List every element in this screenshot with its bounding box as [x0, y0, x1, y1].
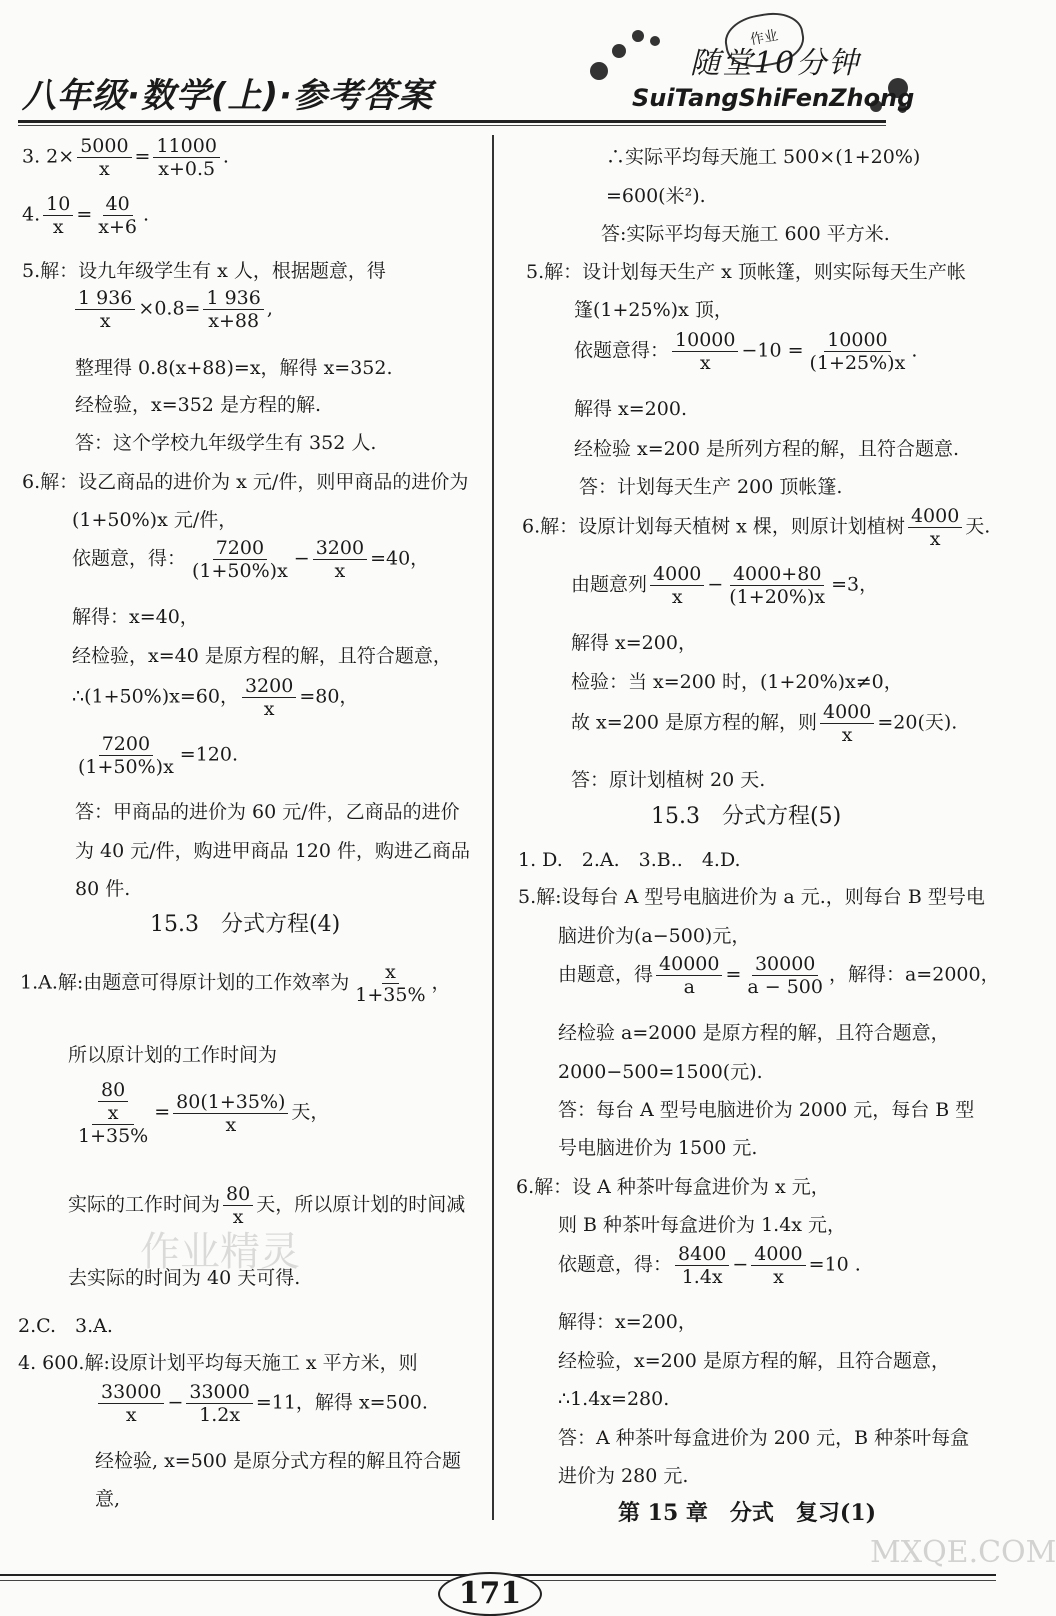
answer-5-line4: 经检验，x=352 是方程的解.: [75, 394, 321, 416]
s5-answer-6-line4: 解得：x=200，: [558, 1311, 697, 1333]
r-answer-5-equation: 依题意得： $\frac{10000}{x}$ −10 = $\frac{10000}{(1+25\%)x}$ .: [574, 329, 918, 374]
page-header: [0, 0, 996, 135]
r-answer-5-line1: 5.解：设计划每天生产 x 顶帐篷，则实际每天生产帐: [526, 261, 966, 283]
answer-6-line2: (1+50%)x 元/件，: [72, 509, 238, 531]
s4-answers-2-3: 2.C. 3.A.: [18, 1315, 113, 1337]
answer-6-line6: ∴(1+50%)x=60， $\frac{3200}{x}$ =80，: [72, 675, 359, 720]
r-answer-5-line6: 答：计划每天生产 200 顶帐篷.: [579, 476, 843, 498]
r-answer-6-line6: 答：原计划植树 20 天.: [571, 769, 766, 791]
r-top-line2: =600(米²).: [606, 185, 706, 207]
answer-5-line1: 5.解：设九年级学生有 x 人，根据题意，得: [22, 260, 386, 282]
answer-6-line5: 经检验，x=40 是原方程的解，且符合题意，: [72, 645, 452, 667]
answer-5-equation: $\frac{1 936}{x}$ ×0.8= $\frac{1 936}{x+88}$ ,: [72, 287, 273, 332]
answer-6-line10: 80 件.: [75, 878, 131, 900]
answer-6-line9: 为 40 元/件，购进甲商品 120 件，购进乙商品: [75, 840, 471, 862]
s5-answer-5-line7: 号电脑进价为 1500 元.: [558, 1137, 758, 1159]
answer-6-line8: 答：甲商品的进价为 60 元/件，乙商品的进价: [75, 801, 460, 823]
section-heading-4: 15.3 分式方程(4): [150, 912, 341, 937]
answer-6-line4: 解得：x=40，: [72, 606, 199, 628]
page-number: 171: [438, 1572, 542, 1616]
answer-3: 3. 2× $\frac{5000}{x}$ = $\frac{11000}{x+0.5}$ .: [22, 135, 229, 180]
header-title: 八年级·数学(上)·参考答案: [22, 76, 433, 116]
s5-answers-1-4: 1. D. 2.A. 3.B.. 4.D.: [518, 849, 741, 871]
watermark-text: 作业精灵: [140, 1229, 300, 1275]
s5-answer-5-line5: 2000−500=1500(元).: [558, 1061, 763, 1083]
s4-answer-4-line4: 意,: [95, 1488, 121, 1510]
watermark-corner: MXQE.COM: [870, 1535, 1056, 1570]
r-answer-5-line2: 篷(1+25%)x 顶，: [574, 299, 733, 321]
s5-answer-6-line5: 经检验，x=200 是原方程的解，且符合题意，: [558, 1350, 950, 1372]
r-answer-6-line3: 解得 x=200，: [571, 632, 697, 654]
r-top-line1: ∴实际平均每天施工 500×(1+20%): [606, 146, 921, 168]
s5-answer-6-line1: 6.解：设 A 种茶叶每盒进价为 x 元，: [516, 1176, 830, 1198]
section-heading-5: 15.3 分式方程(5): [651, 804, 842, 829]
s5-answer-5-line4: 经检验 a=2000 是原方程的解，且符合题意，: [558, 1022, 950, 1044]
column-divider: [492, 135, 494, 1520]
s5-answer-5-line2: 脑进价为(a−500)元，: [558, 925, 751, 947]
brand-english: SuiTangShiFenZhong: [632, 84, 915, 112]
s4-answer-4-line1: 4. 600.解:设原计划平均每天施工 x 平方米，则: [18, 1352, 418, 1374]
answer-6-line7: $\frac{7200}{(1+50\%)x}$ =120.: [78, 733, 239, 778]
s5-answer-6-line8: 进价为 280 元.: [558, 1465, 689, 1487]
s4-answer-1-compound: $\frac{\frac{80}{x}}{1+35\%}$ = $\frac{80(1+35\%)}{x}$ 天，: [78, 1079, 330, 1147]
brand-chinese: 随堂10分钟: [690, 46, 861, 81]
answer-5-line3: 整理得 0.8(x+88)=x，解得 x=352.: [75, 357, 393, 379]
s4-answer-4-equation: $\frac{33000}{x}$ − $\frac{33000}{1.2x}$ =11，解得 x=500.: [95, 1381, 428, 1426]
s4-answer-1-line2: 所以原计划的工作时间为: [68, 1044, 278, 1066]
homework-stamp: 作业: [721, 8, 808, 73]
s5-answer-6-line7: 答：A 种茶叶每盒进价为 200 元，B 种茶叶每盒: [558, 1427, 970, 1449]
header-rule: [18, 120, 886, 123]
s5-answer-6-equation: 依题意，得： $\frac{8400}{1.4x}$ − $\frac{4000}{x}$ =10 .: [558, 1243, 861, 1288]
answer-5-line5: 答：这个学校九年级学生有 352 人.: [75, 432, 377, 454]
r-answer-6-line4: 检验：当 x=200 时，(1+20%)x≠0，: [571, 671, 903, 693]
s4-answer-1-line5: 去实际的时间为 40 天可得.: [68, 1267, 301, 1289]
s5-answer-6-line6: ∴1.4x=280.: [558, 1388, 670, 1410]
s5-answer-5-line1: 5.解:设每台 A 型号电脑进价为 a 元.，则每台 B 型号电: [518, 886, 985, 908]
r-answer-6-line1: 6.解：设原计划每天植树 x 棵，则原计划植树 $\frac{4000}{x}$ 天.: [522, 505, 991, 550]
s4-answer-4-line3: 经检验, x=500 是原分式方程的解且符合题: [95, 1450, 462, 1472]
s4-answer-1-line4: 实际的工作时间为 $\frac{80}{x}$ 天，所以原计划的时间减: [68, 1183, 466, 1228]
r-answer-6-line5: 故 x=200 是原方程的解，则 $\frac{4000}{x}$ =20(天).: [571, 701, 958, 746]
s5-answer-5-equation: 由题意，得 $\frac{40000}{a}$ = $\frac{30000}{a - 500}$ ，解得：a=2000，: [558, 953, 1000, 998]
s4-answer-1-line1: 1.A.解:由题意可得原计划的工作效率为 $\frac{x}{1+35\%}$ ，: [20, 961, 451, 1006]
r-answer-5-line5: 经检验 x=200 是所列方程的解，且符合题意.: [574, 438, 960, 460]
s5-answer-5-line6: 答：每台 A 型号电脑进价为 2000 元，每台 B 型: [558, 1099, 975, 1121]
r-top-line3: 答:实际平均每天施工 600 平方米.: [601, 223, 890, 245]
header-rule-thin: [18, 125, 886, 126]
r-answer-6-equation: 由题意列 $\frac{4000}{x}$ − $\frac{4000+80}{(1+20\%)x}$ =3，: [571, 563, 879, 608]
chapter-review-heading: 第 15 章 分式 复习(1): [618, 1500, 877, 1526]
r-answer-5-line4: 解得 x=200.: [574, 398, 687, 420]
answer-6-line1: 6.解：设乙商品的进价为 x 元/件，则甲商品的进价为: [22, 471, 469, 493]
s5-answer-6-line2: 则 B 种茶叶每盒进价为 1.4x 元，: [558, 1214, 847, 1236]
answer-4: 4. $\frac{10}{x}$ = $\frac{40}{x+6}$ .: [22, 193, 150, 238]
answer-6-equation: 依题意，得： $\frac{7200}{(1+50\%)x}$ − $\frac{3200}{x}$ =40，: [72, 537, 430, 582]
